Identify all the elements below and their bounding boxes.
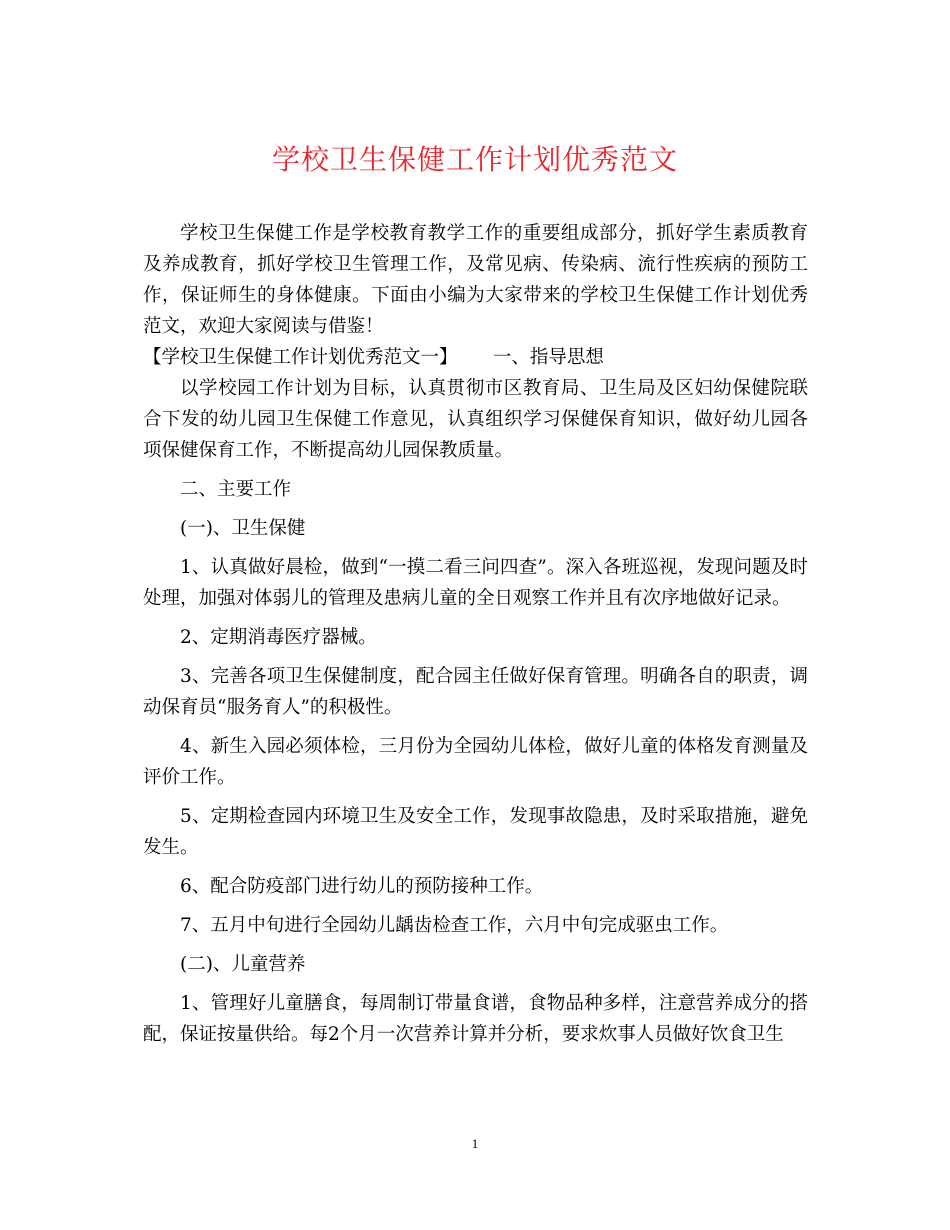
guiding-paragraph: 以学校园工作计划为目标，认真贯彻市区教育局、卫生局及区妇幼保健院联合下发的幼儿园卫生保健工作意见，认真组织学习保健保育知识，做好幼儿园各项保健保育工作，不断提高幼儿园保教质量。: [143, 378, 808, 461]
list-item: 1、认真做好晨检，做到“一摸二看三问四查”。深入各班巡视，发现问题及时处理，加强对体弱儿的管理及患病儿童的全日观察工作并且有次序地做好记录。: [143, 557, 808, 609]
list-item: 5、定期检查园内环境卫生及安全工作，发现事故隐患，及时采取措施，避免发生。: [143, 806, 808, 858]
document-body: [143, 218, 808, 1050]
document-title: 学校卫生保健工作计划优秀范文: [271, 143, 678, 176]
list-item: 3、完善各项卫生保健制度，配合园主任做好保育管理。明确各自的职责，调动保育员“服务育人”的积极性。: [143, 666, 808, 718]
list-item: 6、配合防疫部门进行幼儿的预防接种工作。: [180, 876, 544, 897]
guiding-heading: 一、指导思想: [492, 347, 604, 368]
subsection-heading-health: (一)、卫生保健: [180, 518, 306, 539]
list-item: 1、管理好儿童膳食，每周制订带量食谱，食物品种多样，注意营养成分的搭配，保证按量供给。每2个月一次营养计算并分析，要求炊事人员做好饮食卫生: [143, 993, 808, 1045]
main-work-heading: 二、主要工作: [180, 479, 292, 500]
intro-paragraph: 学校卫生保健工作是学校教育教学工作的重要组成部分，抓好学生素质教育及养成教育，抓好学校卫生管理工作，及常见病、传染病、流行性疾病的预防工作，保证师生的身体健康。下面由小编为大家带来的学校卫生保健工作计划优秀范文，欢迎大家阅读与借鉴！: [143, 223, 808, 337]
list-item: 2、定期消毒医疗器械。: [180, 627, 377, 648]
page-number: 1: [471, 1136, 479, 1151]
list-item: 7、五月中旬进行全园幼儿龋齿检查工作，六月中旬完成驱虫工作。: [180, 915, 729, 936]
subsection-heading-nutrition: (二)、儿童营养: [180, 954, 306, 975]
section-heading-line: [143, 342, 808, 373]
section-bracket-title: 【学校卫生保健工作计划优秀范文一】: [143, 347, 458, 368]
list-item: 4、新生入园必须体检，三月份为全园幼儿体检，做好儿童的体格发育测量及评价工作。: [143, 736, 808, 788]
